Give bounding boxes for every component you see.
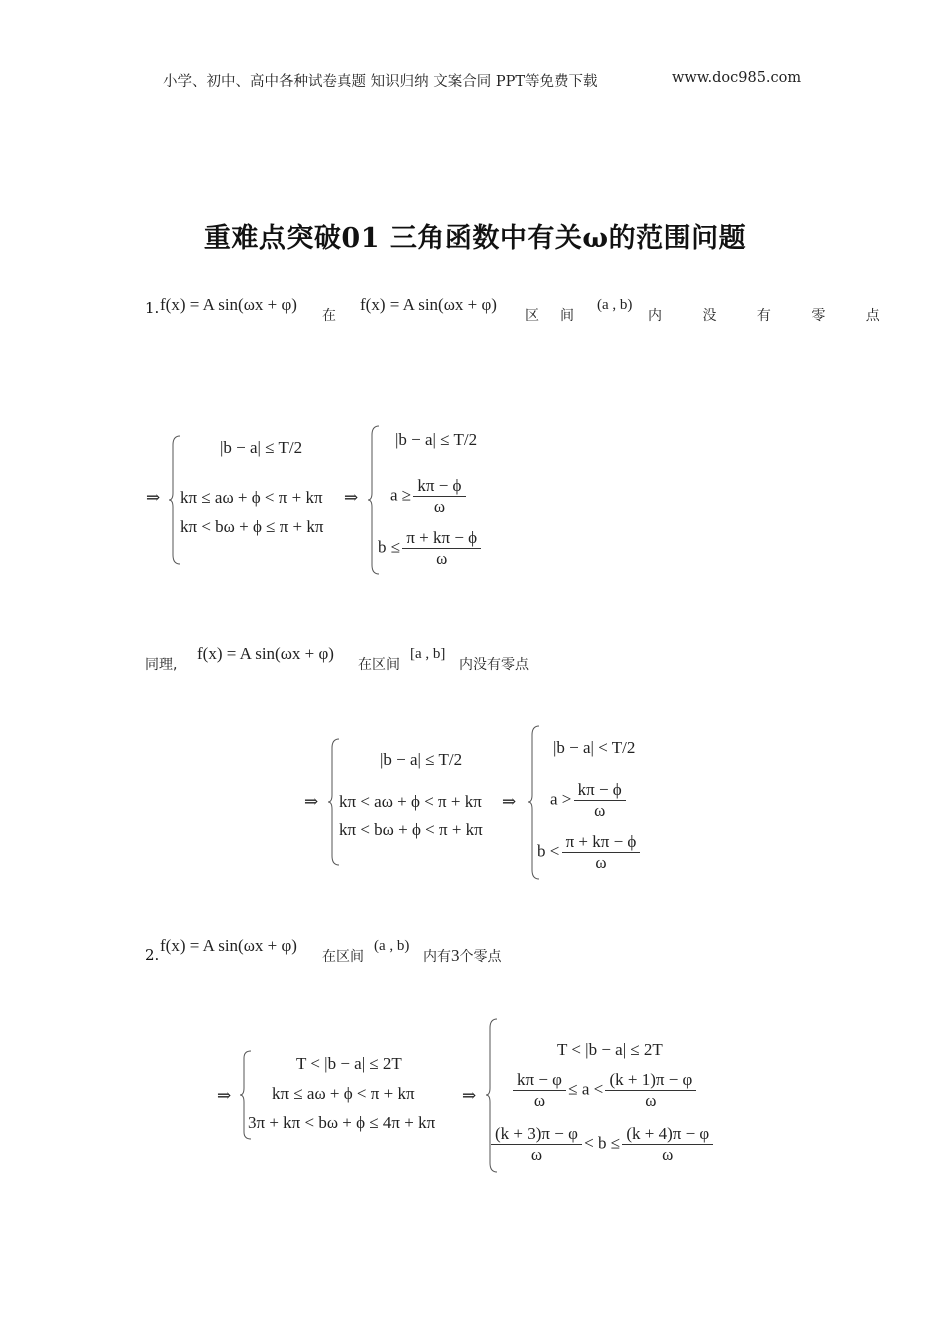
interval-open-2: (a , b)	[374, 938, 410, 954]
r2-line-1: |b − a| < T/2	[553, 738, 636, 757]
page-header-left: 小学、初中、高中各种试卷真题 知识归纳 文案合同 PPT等免费下载	[163, 74, 598, 90]
r-line-3: b ≤ $\frac{\pi + k\pi - \phi}{\omega}$	[378, 528, 479, 569]
eq-line-1: |b − a| ≤ T/2	[220, 438, 303, 457]
page-title: 重难点突破01 三角函数中有关ω的范围问题	[203, 223, 747, 254]
text-no-zero-2: 内没有零点	[459, 657, 529, 673]
eq2-line-2: kπ < aω + ϕ < π + kπ	[339, 792, 482, 811]
text-zai: 在	[322, 308, 336, 324]
r-line-1: |b − a| ≤ T/2	[395, 430, 478, 449]
formula-f-2: f(x) = A sin(ωx + φ)	[360, 295, 497, 314]
implies-arrow-2: ⇒	[344, 488, 359, 507]
item-number-2: 2.	[145, 946, 160, 964]
text-zai-qujian: 在区间	[358, 657, 400, 673]
implies-arrow-4: ⇒	[502, 792, 517, 811]
eq3-line-1: T < |b − a| ≤ 2T	[296, 1054, 402, 1073]
eq3-line-3: 3π + kπ < bω + ϕ ≤ 4π + kπ	[248, 1113, 436, 1132]
r2-line-3: b < $\frac{\pi + k\pi - \phi}{\omega}$	[537, 832, 638, 873]
formula-f-3: f(x) = A sin(ωx + φ)	[197, 644, 334, 663]
eq2-line-1: |b − a| ≤ T/2	[380, 750, 463, 769]
page-header-url[interactable]: www.doc985.com	[672, 70, 802, 86]
r2-line-2: a > $\frac{k\pi - \phi}{\omega}$	[550, 780, 624, 821]
implies-arrow-5: ⇒	[217, 1086, 232, 1105]
interval-ab: (a , b)	[597, 297, 633, 313]
text-no-zero: 内 没 有 零 点	[648, 308, 898, 324]
eq2-line-3: kπ < bω + ϕ < π + kπ	[339, 820, 483, 839]
implies-arrow-3: ⇒	[304, 792, 319, 811]
r3-line-2: $\frac{k\pi - \varphi}{\omega}$ ≤ a < $\frac{(k + 1)\pi - \varphi}{\omega}$	[515, 1070, 694, 1111]
r3-line-1: T < |b − a| ≤ 2T	[557, 1040, 663, 1059]
section-1-line	[145, 298, 159, 317]
formula-f-4: f(x) = A sin(ωx + φ)	[160, 936, 297, 955]
eq3-line-2: kπ ≤ aω + ϕ < π + kπ	[272, 1084, 415, 1103]
text-jian: 间	[560, 308, 574, 324]
text-tongli: 同理,	[145, 657, 178, 673]
text-qu: 区	[525, 308, 539, 324]
eq-line-2: kπ ≤ aω + ϕ < π + kπ	[180, 488, 323, 507]
implies-arrow-6: ⇒	[462, 1086, 477, 1105]
interval-closed: [a , b]	[410, 646, 446, 662]
r-line-2: a ≥ $\frac{k\pi - \phi}{\omega}$	[390, 476, 464, 517]
implies-arrow: ⇒	[146, 488, 161, 507]
text-zai-qujian-2: 在区间	[322, 949, 364, 965]
eq-line-3: kπ < bω + ϕ ≤ π + kπ	[180, 517, 324, 536]
item-number: 1.	[145, 299, 160, 317]
text-neiyou: 内有3个零点	[423, 946, 502, 965]
formula-f: f(x) = A sin(ωx + φ)	[160, 295, 297, 314]
r3-line-3: $\frac{(k + 3)\pi - \varphi}{\omega}$ < b ≤ $\frac{(k + 4)\pi - \varphi}{\omega}$	[493, 1124, 711, 1165]
